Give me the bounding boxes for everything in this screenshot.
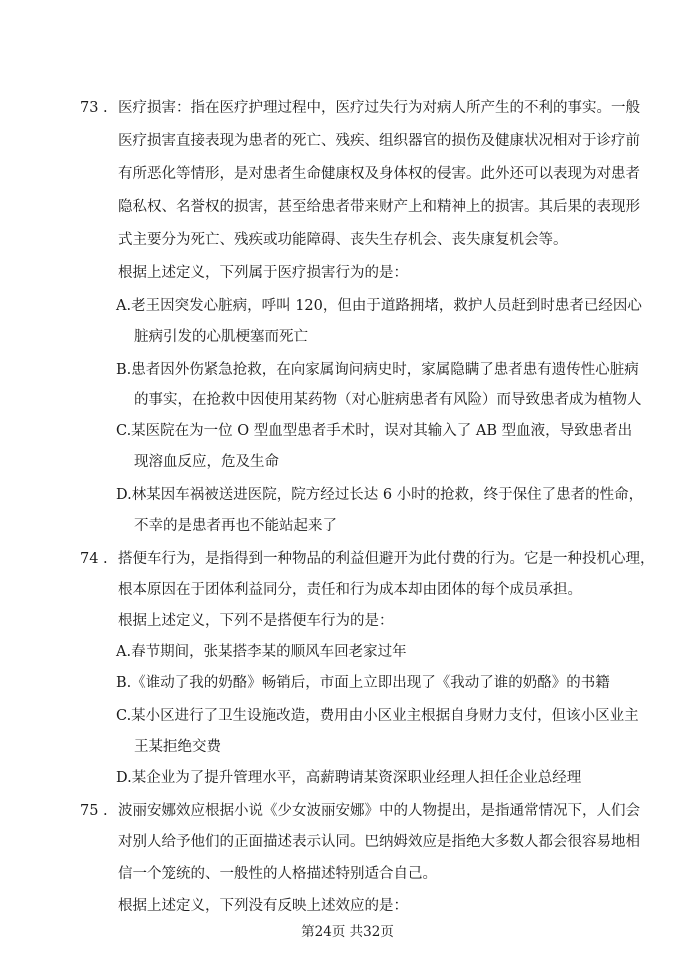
question-stem-line: 信一个笼统的、一般性的人格描述特别适合自己。 (118, 866, 437, 882)
option-d: D.林某因车祸被送进医院，院方经过长达 6 小时的抢救，终于保住了患者的性命， (116, 487, 644, 503)
question-stem-line: 对别人给予他们的正面描述表示认同。巴纳姆效应是指绝大多数人都会很容易地相 (118, 834, 640, 850)
question-prompt: 根据上述定义，下列不是搭便车行为的是： (118, 613, 394, 629)
question-number: 74 . (80, 551, 108, 567)
option-d-cont: 不幸的是患者再也不能站起来了 (134, 518, 337, 534)
page-footer: 第24页 共32页 (301, 924, 394, 940)
question-stem-line: 有所恶化等情形，是对患者生命健康权及身体权的侵害。此外还可以表现为对患者 (118, 166, 640, 182)
question-stem-line: 隐私权、名誉权的损害，甚至给患者带来财产上和精神上的损害。其后果的表现形 (118, 199, 640, 215)
question-number: 73 . (80, 100, 108, 116)
question-prompt: 根据上述定义，下列没有反映上述效应的是： (118, 898, 408, 914)
option-b-cont: 的事实，在抢救中因使用某药物（对心脏病患者有风险）而导致患者成为植物人 (134, 392, 642, 408)
option-a: A.老王因突发心脏病，呼叫 120，但由于道路拥堵，救护人员赶到时患者已经因心 (116, 298, 642, 314)
question-stem-line: 搭便车行为，是指得到一种物品的利益但避开为此付费的行为。它是一种投机心理， (118, 551, 655, 567)
question-stem-line: 式主要分为死亡、残疾或功能障碍、丧失生存机会、丧失康复机会等。 (118, 232, 568, 248)
question-stem-line: 波丽安娜效应根据小说《少女波丽安娜》中的人物提出，是指通常情况下，人们会 (118, 803, 640, 819)
option-a: A.春节期间，张某搭李某的顺风车回老家过年 (116, 644, 407, 660)
option-a-cont: 脏病引发的心肌梗塞而死亡 (134, 329, 308, 345)
option-b: B.《谁动了我的奶酪》畅销后，市面上立即出现了《我动了谁的奶酪》的书籍 (116, 675, 610, 691)
option-d: D.某企业为了提升管理水平，高薪聘请某资深职业经理人担任企业总经理 (116, 770, 582, 786)
question-number: 75 . (80, 803, 108, 819)
question-stem-line: 医疗损害直接表现为患者的死亡、残疾、组织器官的损伤及健康状况相对于诊疗前 (118, 133, 640, 149)
question-stem-line: 医疗损害：指在医疗护理过程中，医疗过失行为对病人所产生的不利的事实。一般 (118, 100, 640, 116)
option-c: C.某小区进行了卫生设施改造，费用由小区业主根据自身财力支付，但该小区业主 (116, 708, 639, 724)
option-c-cont: 现溶血反应，危及生命 (134, 454, 279, 470)
option-c: C.某医院在为一位 O 型血型患者手术时，误对其输入了 AB 型血液，导致患者出 (116, 423, 633, 439)
question-stem-line: 根本原因在于团体利益同分，责任和行为成本却由团体的每个成员承担。 (118, 582, 582, 598)
question-prompt: 根据上述定义，下列属于医疗损害行为的是： (118, 265, 408, 281)
option-c-cont: 王某拒绝交费 (134, 739, 221, 755)
option-b: B.患者因外伤紧急抢救，在向家属询问病史时，家属隐瞒了患者患有遗传性心脏病 (116, 362, 639, 378)
